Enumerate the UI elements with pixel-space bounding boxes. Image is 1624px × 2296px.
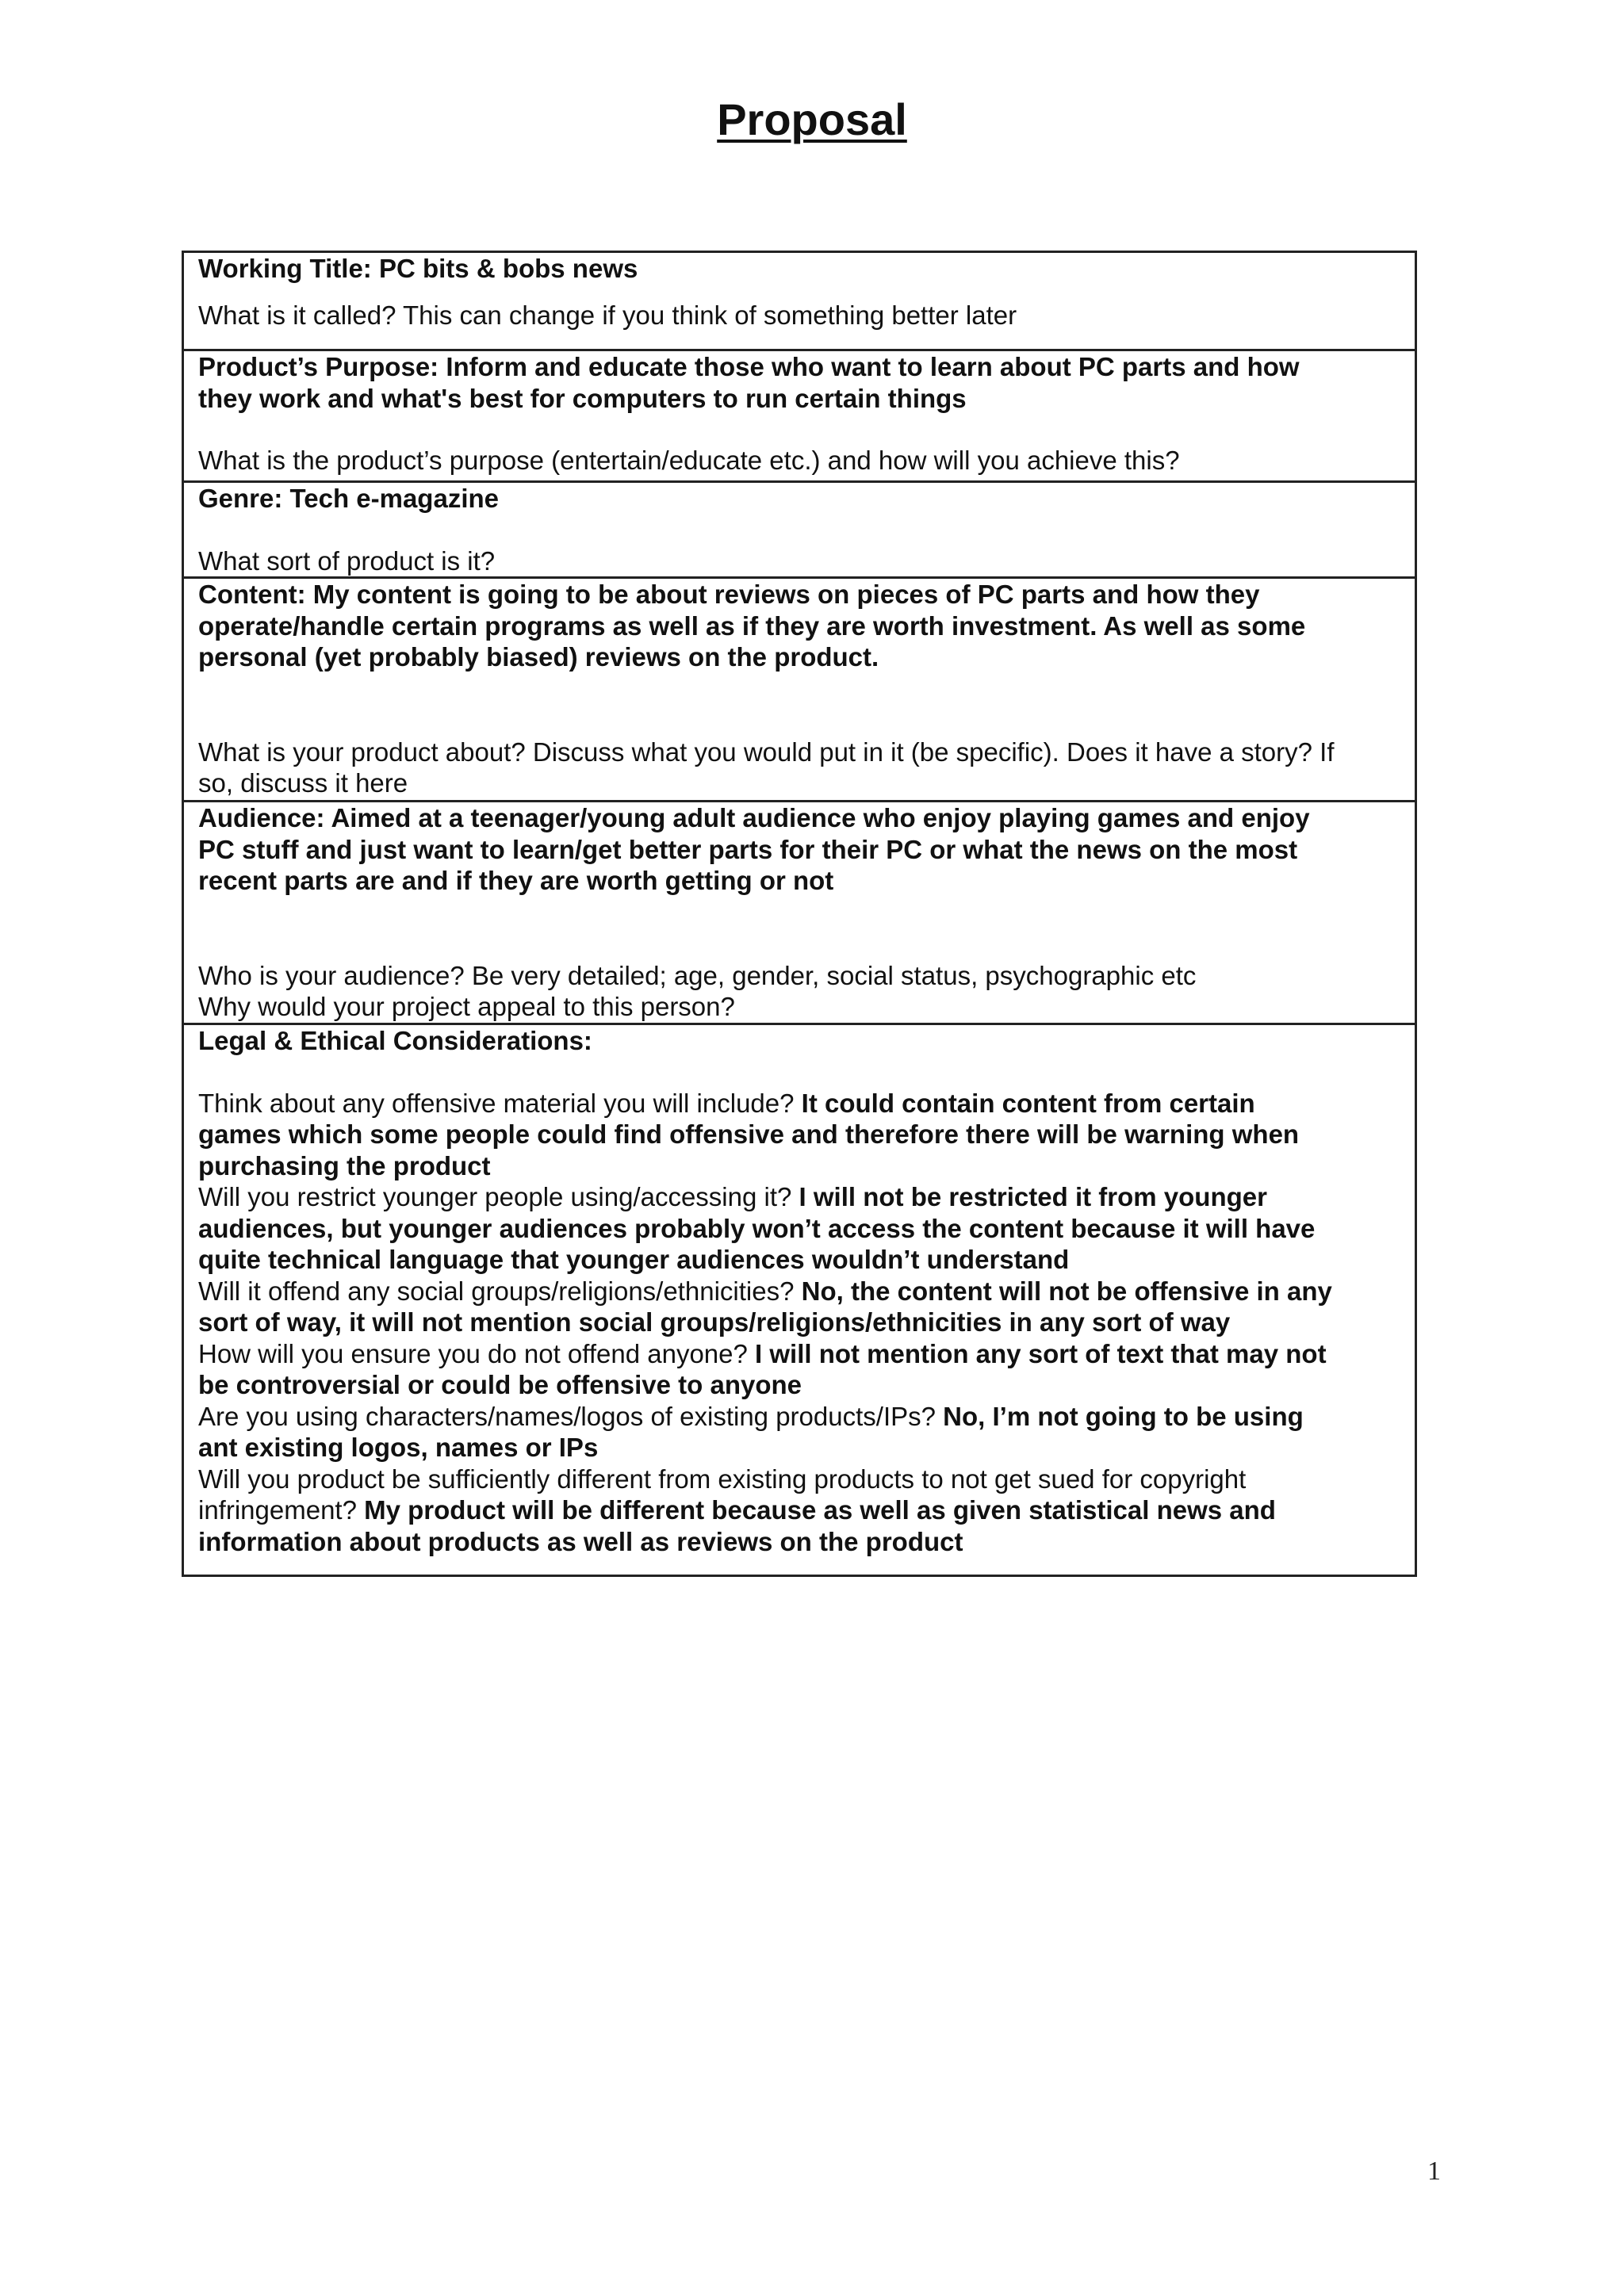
- audience-prompt-line: Who is your audience? Be very detailed; age, gender, social status, psychographic etc: [198, 960, 1197, 990]
- working-title-section: [184, 253, 1415, 349]
- purpose-prompt: What is the product’s purpose (entertain/educate etc.) and how will you achieve this?: [198, 446, 1180, 475]
- page-number: 1: [1427, 2156, 1441, 2186]
- audience-prompt-line: Why would your project appeal to this person?: [198, 992, 735, 1021]
- content-section: [184, 576, 1415, 800]
- legal-question: Are you using characters/names/logos of existing products/IPs?: [198, 1401, 944, 1431]
- legal-answer: be controversial or could be offensive to anyone: [198, 1370, 802, 1399]
- legal-answer: information about products as well as reviews on the product: [198, 1526, 963, 1556]
- proposal-table: [182, 251, 1417, 1577]
- content-answer-line: personal (yet probably biased) reviews on the product.: [198, 642, 879, 672]
- purpose-answer-line: they work and what's best for computers to run certain things: [198, 383, 967, 413]
- legal-heading: Legal & Ethical Considerations:: [198, 1026, 592, 1055]
- legal-answer: I will not mention any sort of text that may not: [755, 1338, 1327, 1368]
- legal-question: How will you ensure you do not offend anyone?: [198, 1338, 756, 1368]
- legal-question: infringement?: [198, 1495, 365, 1525]
- legal-answer: No, the content will not be offensive in any: [801, 1276, 1332, 1306]
- working-title-label: Working Title:: [198, 254, 372, 283]
- content-prompt-line: What is your product about? Discuss what you would put in it (be specific). Does it have a story? If: [198, 737, 1335, 767]
- legal-question: Think about any offensive material you will include?: [198, 1088, 802, 1118]
- legal-question: Will you product be sufficiently different from existing products to not get sued for copyright: [198, 1464, 1247, 1494]
- working-title-answer: PC bits & bobs news: [371, 254, 638, 283]
- working-title-prompt: What is it called? This can change if you think of something better later: [198, 300, 1017, 330]
- purpose-section: [184, 349, 1415, 480]
- legal-answer: quite technical language that younger audiences wouldn’t understand: [198, 1245, 1070, 1274]
- legal-answer: ant existing logos, names or IPs: [198, 1433, 599, 1462]
- audience-answer-line: Audience: Aimed at a teenager/young adult audience who enjoy playing games and enjoy: [198, 803, 1310, 832]
- content-answer-line: operate/handle certain programs as well as if they are worth investment. As well as some: [198, 610, 1306, 641]
- legal-answer: No, I’m not going to be using: [943, 1401, 1304, 1431]
- purpose-answer-line: Product’s Purpose: Inform and educate those who want to learn about PC parts and how: [198, 352, 1300, 381]
- legal-answer: I will not be restricted it from younger: [799, 1182, 1267, 1211]
- genre-prompt: What sort of product is it?: [198, 545, 496, 576]
- page-title: Proposal: [717, 94, 907, 144]
- legal-answer: audiences, but younger audiences probably won’t access the content because it will have: [198, 1213, 1316, 1243]
- legal-question: Will it offend any social groups/religions/ethnicities?: [198, 1276, 802, 1306]
- legal-answer: sort of way, it will not mention social groups/religions/ethnicities in any sort of way: [198, 1307, 1231, 1337]
- genre-answer: Genre: Tech e-magazine: [198, 484, 500, 513]
- legal-answer: purchasing the product: [198, 1150, 491, 1181]
- legal-section: [184, 1023, 1415, 1575]
- audience-section: [184, 800, 1415, 1023]
- legal-answer: My product will be different because as well as given statistical news and: [364, 1495, 1276, 1525]
- audience-answer-line: recent parts are and if they are worth getting or not: [198, 866, 834, 895]
- content-answer-line: Content: My content is going to be about reviews on pieces of PC parts and how they: [198, 580, 1260, 609]
- legal-answer: games which some people could find offensive and therefore there will be warning when: [198, 1119, 1300, 1149]
- audience-answer-line: PC stuff and just want to learn/get better parts for their PC or what the news on the most: [198, 834, 1298, 864]
- genre-section: [184, 480, 1415, 576]
- legal-question: Will you restrict younger people using/accessing it?: [198, 1182, 799, 1211]
- content-prompt-line: so, discuss it here: [198, 768, 408, 798]
- legal-answer: It could contain content from certain: [801, 1088, 1255, 1118]
